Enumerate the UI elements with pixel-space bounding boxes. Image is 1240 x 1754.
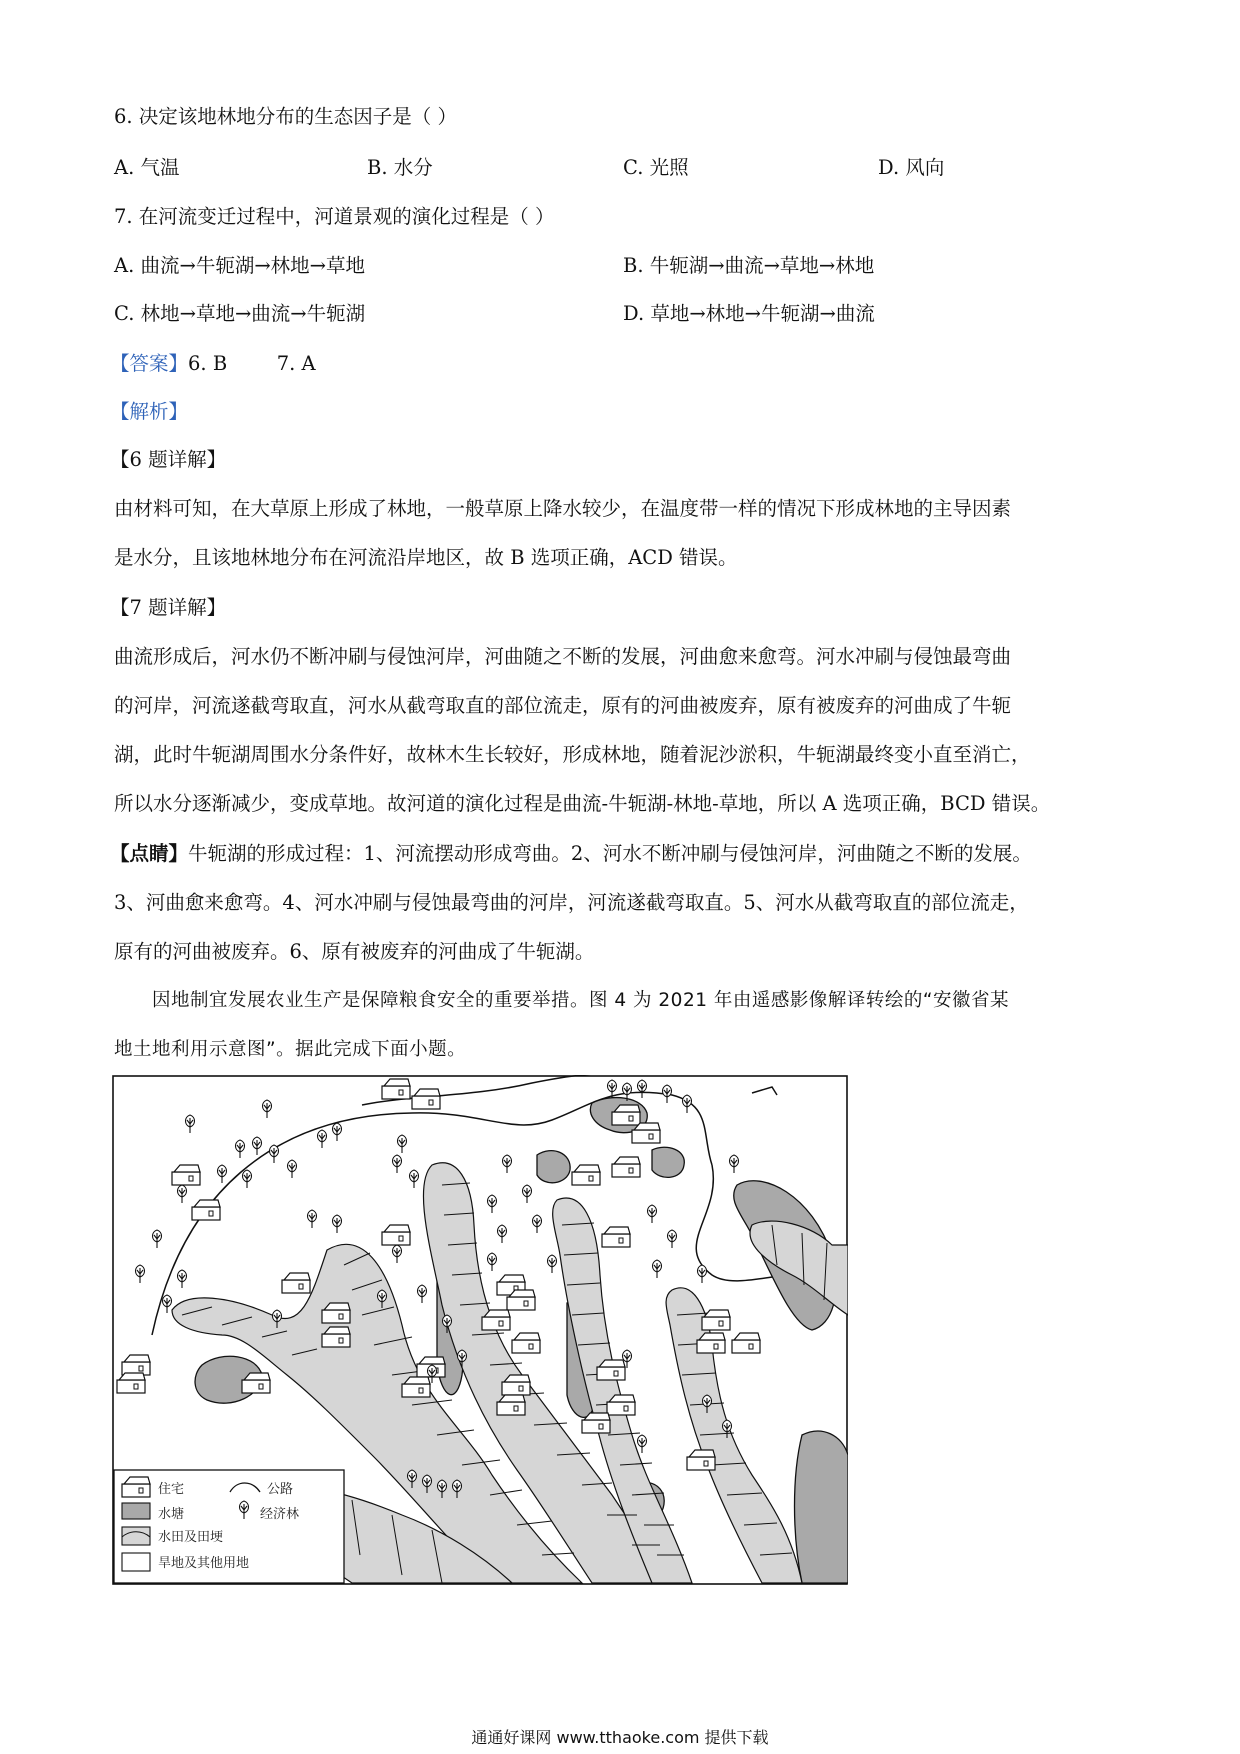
question-7-stem: 7. 在河流变迁过程中，河道景观的演化过程是（ ） <box>114 205 555 228</box>
legend-dry-icon <box>122 1553 150 1571</box>
q7-option-a[interactable]: A. 曲流→牛轭湖→林地→草地 <box>114 254 365 277</box>
map-legend <box>114 1470 344 1583</box>
detail-6-line-1: 由材料可知，在大草原上形成了林地，一般草原上降水较少，在温度带一样的情况下形成林地的主导因素 <box>114 497 1012 520</box>
tip-text-1: 牛轭湖的形成过程：1、河流摆动形成弯曲。2、河水不断冲刷与侵蚀河岸，河曲随之不断的发展。 <box>188 842 1032 865</box>
q7-option-b[interactable]: B. 牛轭湖→曲流→草地→林地 <box>623 254 875 277</box>
detail-7-heading: 【7 题详解】 <box>110 596 227 619</box>
analysis-label: 【解析】 <box>110 400 189 423</box>
intro-line-2: 地土地利用示意图”。据此完成下面小题。 <box>114 1039 467 1060</box>
legend-pond-label: 水塘 <box>158 1507 185 1522</box>
land-use-map <box>112 1075 848 1585</box>
detail-7-line-2: 的河岸，河流遂截弯取直，河水从截弯取直的部位流走，原有的河曲被废弃，原有被废弃的河曲成了牛轭 <box>114 694 1012 717</box>
footer-source[interactable]: 通通好课网 www.tthaoke.com 提供下载 <box>471 1728 769 1747</box>
intro-line-1: 因地制宜发展农业生产是保障粮食安全的重要举措。图 4 为 2021 年由遥感影像解译转绘的“安徽省某 <box>152 990 1009 1011</box>
legend-paddy-icon <box>122 1527 150 1545</box>
answer-line <box>110 350 316 378</box>
detail-7-line-1: 曲流形成后，河水仍不断冲刷与侵蚀河岸，河曲随之不断的发展，河曲愈来愈弯。河水冲刷与侵蚀最弯曲 <box>114 645 1012 668</box>
question-6-stem: 6. 决定该地林地分布的生态因子是（ ） <box>114 105 458 128</box>
tip-line-2: 3、河曲愈来愈弯。4、河水冲刷与侵蚀最弯曲的河岸，河流遂截弯取直。5、河水从截弯取直的部位流走， <box>114 891 1029 914</box>
q7-option-d[interactable]: D. 草地→林地→牛轭湖→曲流 <box>623 302 875 325</box>
answer-text: 6. B 7. A <box>188 352 316 375</box>
q6-option-d[interactable]: D. 风向 <box>878 156 945 179</box>
q6-option-a[interactable]: A. 气温 <box>114 156 180 179</box>
q6-option-c[interactable]: C. 光照 <box>623 156 689 179</box>
legend-road-label: 公路 <box>267 1482 294 1497</box>
detail-6-heading: 【6 题详解】 <box>110 448 227 471</box>
legend-forest-label: 经济林 <box>260 1507 300 1522</box>
q7-option-c[interactable]: C. 林地→草地→曲流→牛轭湖 <box>114 302 366 325</box>
legend-paddy-label: 水田及田埂 <box>158 1530 224 1545</box>
legend-dry-label: 旱地及其他用地 <box>158 1556 250 1571</box>
tip-label: 【点睛】 <box>110 842 189 865</box>
tip-line-1 <box>110 840 1032 868</box>
q6-option-b[interactable]: B. 水分 <box>367 156 433 179</box>
tip-line-3: 原有的河曲被废弃。6、原有被废弃的河曲成了牛轭湖。 <box>114 940 595 963</box>
legend-house-label: 住宅 <box>158 1482 185 1497</box>
detail-6-line-2: 是水分，且该地林地分布在河流沿岸地区，故 B 选项正确，ACD 错误。 <box>114 546 738 569</box>
detail-7-line-4: 所以水分逐渐减少，变成草地。故河道的演化过程是曲流-牛轭湖-林地-草地，所以 A 选项正确，BCD 错误。 <box>114 792 1051 815</box>
answer-label: 【答案】 <box>110 352 189 375</box>
detail-7-line-3: 湖，此时牛轭湖周围水分条件好，故林木生长较好，形成林地，随着泥沙淤积，牛轭湖最终变小直至消亡， <box>114 743 1031 766</box>
legend-pond-icon <box>122 1503 150 1519</box>
